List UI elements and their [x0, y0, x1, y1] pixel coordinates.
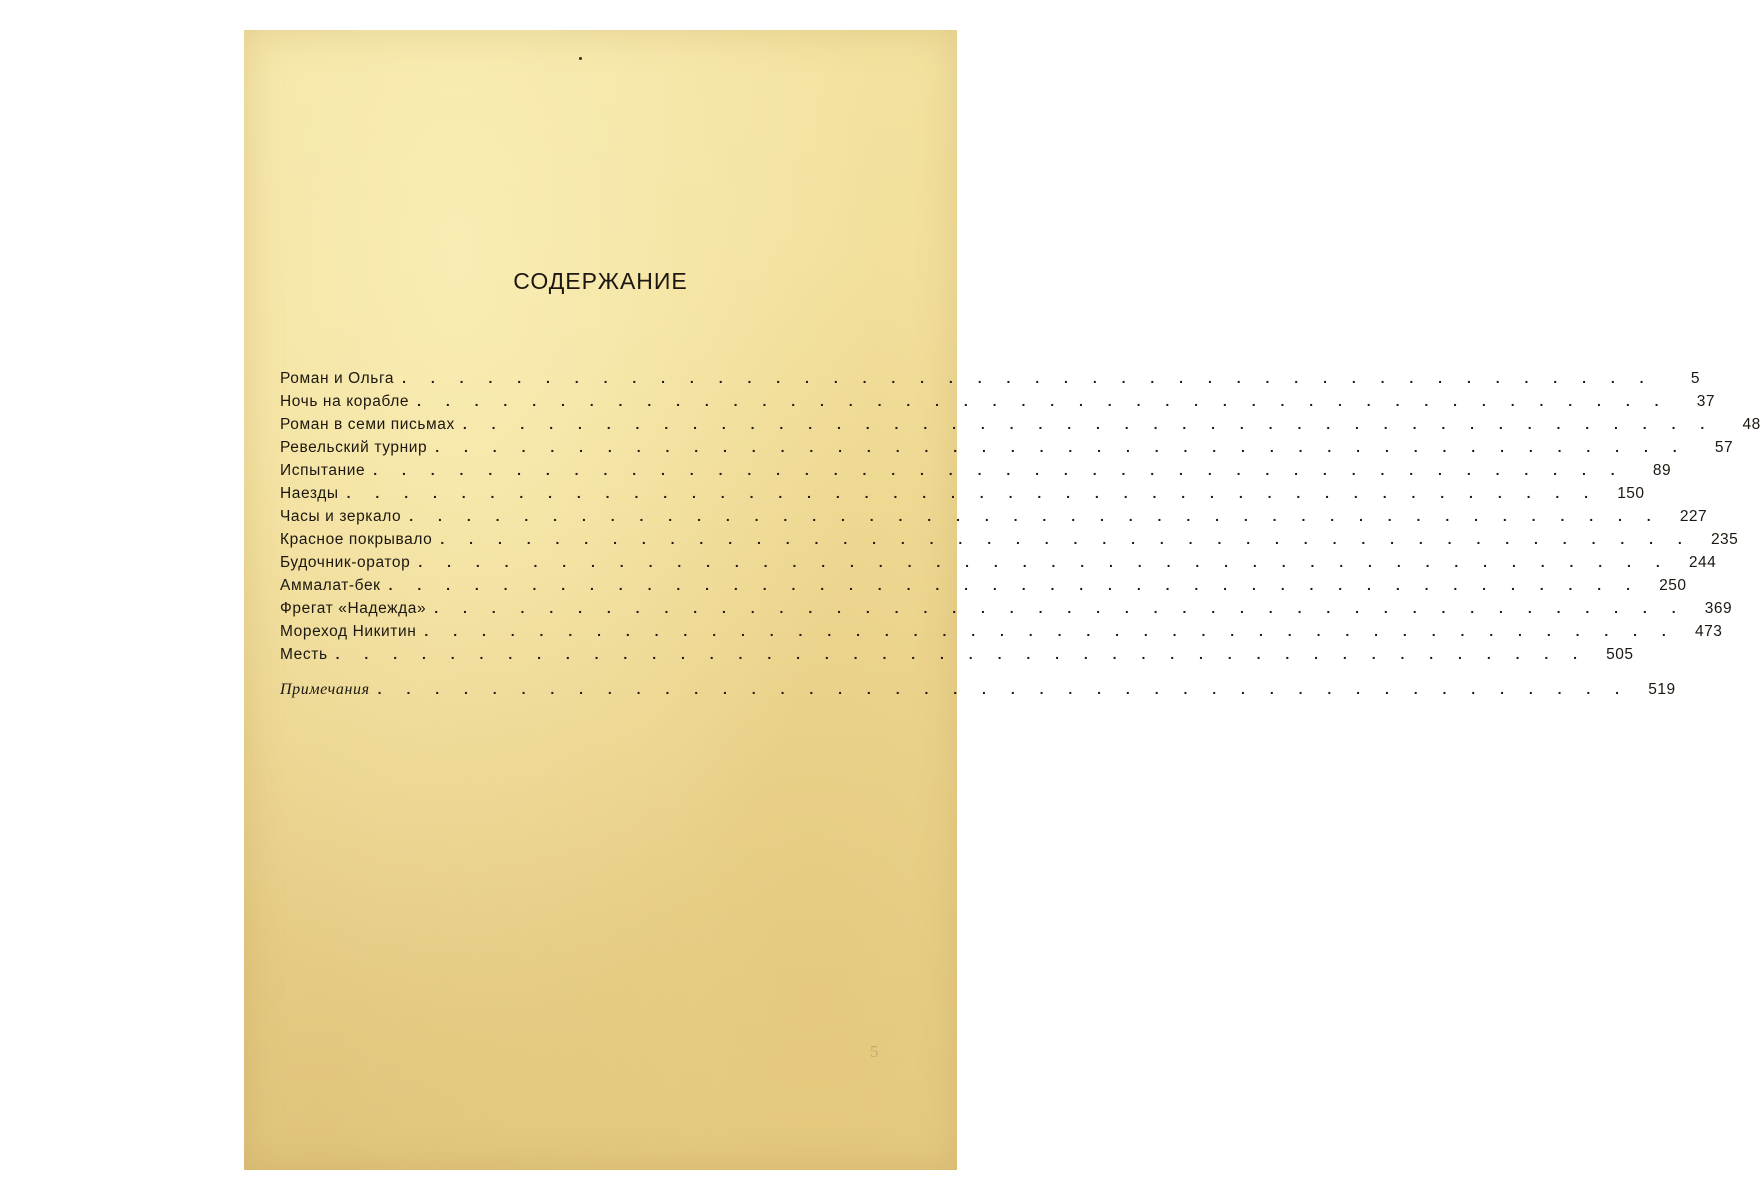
toc-entry — [280, 531, 1739, 554]
toc-entry-page: 48 — [1742, 416, 1761, 433]
toc-entry-page: 5 — [1690, 370, 1701, 387]
toc-entry — [280, 439, 1734, 462]
dot-leader: . . . . . . . . . . . . . . . . . . . . . . . . . . . . . . . . . . . . . . . . . . . . — [462, 416, 1715, 432]
dot-leader: . . . . . . . . . . . . . . . . . . . . . . . . . . . . . . . . . . . . . . . . . . . . — [409, 508, 1662, 524]
toc-entry — [280, 370, 1701, 393]
toc-entry-page: 57 — [1714, 439, 1734, 456]
toc-entry-title: Аммалат-бек — [280, 577, 381, 594]
toc-entry-title: Фрегат «Надежда» — [280, 600, 427, 617]
toc-notes-title: Примечания — [280, 681, 370, 698]
dot-leader: . . . . . . . . . . . . . . . . . . . . . . . . . . . . . . . . . . . . . . . . . . . . — [377, 681, 1630, 697]
dot-leader: . . . . . . . . . . . . . . . . . . . . . . . . . . . . . . . . . . . . . . . . . . . . — [373, 462, 1626, 478]
toc-entry-title: Красное покрывало — [280, 531, 433, 548]
toc-entry — [280, 600, 1733, 623]
toc-notes-page: 519 — [1648, 681, 1676, 698]
toc-entry — [280, 393, 1715, 416]
toc-entry-page: 150 — [1617, 485, 1645, 502]
dot-leader: . . . . . . . . . . . . . . . . . . . . . . . . . . . . . . . . . . . . . . . . . . . . — [417, 393, 1669, 409]
toc-entry — [280, 508, 1708, 531]
toc-entry — [280, 416, 1761, 439]
toc-notes-entry — [280, 681, 1676, 704]
toc-entry — [280, 577, 1687, 600]
toc-entry-page: 244 — [1688, 554, 1717, 571]
toc-entry-title: Часы и зеркало — [280, 508, 402, 525]
toc-entry-title: Роман и Ольга — [280, 370, 395, 387]
dot-leader: . . . . . . . . . . . . . . . . . . . . . . . . . . . . . . . . . . . . . . . . . . . . — [335, 646, 1588, 662]
toc-entry — [280, 623, 1723, 646]
dot-leader: . . . . . . . . . . . . . . . . . . . . . . . . . . . . . . . . . . . . . . . . . . . . — [388, 577, 1641, 593]
page-title: СОДЕРЖАНИЕ — [513, 268, 688, 294]
toc-entry — [280, 485, 1645, 508]
dot-leader: . . . . . . . . . . . . . . . . . . . . . . . . . . . . . . . . . . . . . . . . . . . . — [440, 531, 1693, 547]
dot-leader: . . . . . . . . . . . . . . . . . . . . . . . . . . . . . . . . . . . . . . . . . . . . — [418, 554, 1671, 570]
toc-entry-title: Мореход Никитин — [280, 623, 417, 640]
toc-entry-page: 250 — [1659, 577, 1687, 594]
dot-leader: . . . . . . . . . . . . . . . . . . . . . . . . . . . . . . . . . . . . . . . . . . . . — [346, 485, 1599, 501]
toc-entry-page: 505 — [1606, 646, 1634, 663]
toc-entry-title: Ревельский турнир — [280, 439, 428, 456]
dot-leader: . . . . . . . . . . . . . . . . . . . . . . . . . . . . . . . . . . . . . . . . . . . . — [424, 623, 1677, 639]
toc-entry-page: 235 — [1710, 531, 1739, 548]
toc-entry-page: 369 — [1704, 600, 1733, 617]
table-of-contents — [280, 370, 1761, 704]
dot-leader: . . . . . . . . . . . . . . . . . . . . . . . . . . . . . . . . . . . . . . . . . . . . — [402, 370, 1655, 386]
toc-entry-page: 227 — [1679, 508, 1708, 525]
toc-entry-page: 473 — [1694, 623, 1723, 640]
toc-entry-page: 37 — [1696, 393, 1715, 410]
toc-entry-title: Роман в семи письмах — [280, 416, 455, 433]
toc-entry — [280, 462, 1672, 485]
toc-entry-title: Наезды — [280, 485, 339, 502]
dot-leader: . . . . . . . . . . . . . . . . . . . . . . . . . . . . . . . . . . . . . . . . . . . . — [435, 439, 1688, 455]
book-page — [244, 30, 1761, 1170]
toc-entry-title: Месть — [280, 646, 328, 663]
toc-entry-page: 89 — [1652, 462, 1672, 479]
bleed-through-page-number: 5 — [870, 1042, 879, 1061]
dot-leader: . . . . . . . . . . . . . . . . . . . . . . . . . . . . . . . . . . . . . . . . . . . . — [434, 600, 1687, 616]
toc-entry-title: Испытание — [280, 462, 366, 479]
toc-entry — [280, 646, 1634, 669]
toc-entry-title: Ночь на корабле — [280, 393, 410, 410]
toc-entry-title: Будочник-оратор — [280, 554, 411, 571]
toc-entry — [280, 554, 1717, 577]
ink-speck — [579, 57, 582, 60]
